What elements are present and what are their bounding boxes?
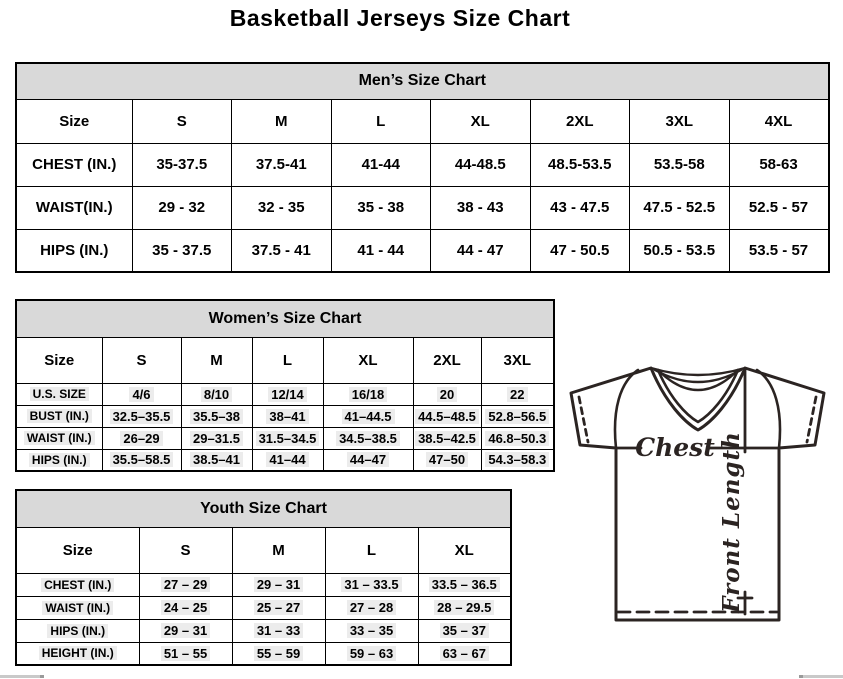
youth-row <box>16 642 511 665</box>
youth-cell-value: 25 – 27 <box>254 600 303 615</box>
womens-cell-value: 31.5–34.5 <box>256 431 320 446</box>
mens-cell-value: 29 - 32 <box>158 199 206 216</box>
mens-cell-value: 53.5 - 57 <box>748 241 809 259</box>
womens-cell-value: 41–44 <box>266 452 308 467</box>
womens-row <box>16 383 554 405</box>
mens-cell-value: 35 - 38 <box>357 199 405 216</box>
mens-cell-value: 41 - 44 <box>357 241 405 259</box>
womens-cell-value: 26–29 <box>120 431 162 446</box>
mens-cell-value: 50.5 - 53.5 <box>643 241 716 259</box>
youth-row <box>16 619 511 642</box>
youth-column-header: M <box>232 527 325 573</box>
mens-cell-value: 47.5 - 52.5 <box>643 199 716 216</box>
mens-cell-value: 53.5-58 <box>653 156 705 173</box>
mens-cell-value: 35-37.5 <box>156 156 208 173</box>
mens-cell-value: 52.5 - 57 <box>748 199 809 216</box>
youth-cell-value: 29 – 31 <box>161 623 210 638</box>
mens-column-header: 4XL <box>729 99 829 143</box>
mens-row-label: WAIST(IN.) <box>35 199 113 216</box>
horizontal-scrollbar-fragment-left[interactable] <box>0 675 44 678</box>
womens-cell-value: 34.5–38.5 <box>336 431 400 446</box>
youth-row-label: WAIST (IN.) <box>42 601 113 615</box>
womens-column-header: S <box>102 337 181 383</box>
womens-column-header: Size <box>16 337 102 383</box>
youth-column-header: Size <box>16 527 139 573</box>
youth-cell-value: 51 – 55 <box>161 646 210 661</box>
mens-cell-value: 43 - 47.5 <box>550 199 610 216</box>
womens-cell-value: 38.5–41 <box>190 452 243 467</box>
youth-cell-value: 63 – 67 <box>440 646 489 661</box>
youth-cell-value: 31 – 33 <box>254 623 303 638</box>
youth-cell-value: 27 – 29 <box>161 577 210 592</box>
front-length-label: Front Length <box>718 431 745 613</box>
youth-row-label: CHEST (IN.) <box>41 578 114 592</box>
youth-table <box>15 489 512 666</box>
mens-column-header: Size <box>16 99 132 143</box>
womens-row <box>16 405 554 427</box>
mens-row-label: CHEST (IN.) <box>32 156 117 173</box>
womens-column-header: M <box>181 337 252 383</box>
youth-cell-value: 29 – 31 <box>254 577 303 592</box>
youth-cell-value: 33 – 35 <box>347 623 396 638</box>
mens-row <box>16 186 829 229</box>
mens-cell-value: 32 - 35 <box>257 199 305 216</box>
mens-column-header: S <box>132 99 232 143</box>
youth-row-label: HEIGHT (IN.) <box>39 646 117 660</box>
womens-cell-value: 47–50 <box>426 452 468 467</box>
womens-column-header: L <box>252 337 323 383</box>
womens-cell-value: 4/6 <box>129 387 153 402</box>
youth-cell-value: 55 – 59 <box>254 646 303 661</box>
womens-row-label: HIPS (IN.) <box>29 453 90 467</box>
mens-cell-value: 35 - 37.5 <box>152 241 212 259</box>
chest-label: Chest <box>635 433 715 462</box>
mens-cell-value: 47 - 50.5 <box>550 241 610 259</box>
womens-cell-value: 8/10 <box>201 387 232 402</box>
mens-column-header: 2XL <box>530 99 630 143</box>
womens-row <box>16 449 554 471</box>
womens-row <box>16 427 554 449</box>
horizontal-scrollbar-fragment-right[interactable] <box>799 675 843 678</box>
womens-cell-value: 12/14 <box>268 387 307 402</box>
mens-cell-value: 44 - 47 <box>456 241 504 259</box>
mens-cell-value: 37.5-41 <box>255 156 307 173</box>
womens-cell-value: 44.5–48.5 <box>415 409 479 424</box>
youth-cell-value: 59 – 63 <box>347 646 396 661</box>
womens-cell-value: 54.3–58.3 <box>485 452 549 467</box>
womens-row-label: WAIST (IN.) <box>24 431 95 445</box>
womens-cell-value: 52.8–56.5 <box>485 409 549 424</box>
womens-column-header: XL <box>323 337 413 383</box>
youth-cell-value: 24 – 25 <box>161 600 210 615</box>
womens-cell-value: 41–44.5 <box>342 409 395 424</box>
mens-cell-value: 58-63 <box>759 156 798 173</box>
jersey-measurement-diagram <box>562 360 838 626</box>
youth-row-label: HIPS (IN.) <box>47 624 108 638</box>
mens-row-label: HIPS (IN.) <box>40 241 109 259</box>
womens-cell-value: 35.5–58.5 <box>110 452 174 467</box>
youth-cell-value: 33.5 – 36.5 <box>429 577 500 592</box>
youth-cell-value: 28 – 29.5 <box>434 600 494 615</box>
jersey-outline-shape <box>571 368 824 620</box>
mens-cell-value: 37.5 - 41 <box>251 241 311 259</box>
mens-cell-value: 44-48.5 <box>454 156 506 173</box>
youth-row <box>16 573 511 596</box>
mens-cell-value: 38 - 43 <box>456 199 504 216</box>
womens-cell-value: 16/18 <box>349 387 388 402</box>
womens-cell-value: 32.5–35.5 <box>110 409 174 424</box>
womens-column-header: 3XL <box>481 337 554 383</box>
womens-cell-value: 35.5–38 <box>190 409 243 424</box>
mens-row <box>16 143 829 186</box>
womens-cell-value: 46.8–50.3 <box>485 431 549 446</box>
womens-section-title: Women’s Size Chart <box>16 300 554 337</box>
womens-cell-value: 29–31.5 <box>190 431 243 446</box>
mens-cell-value: 41-44 <box>361 156 400 173</box>
mens-column-header: 3XL <box>630 99 730 143</box>
mens-column-header: L <box>331 99 431 143</box>
womens-table <box>15 299 555 472</box>
youth-section-title: Youth Size Chart <box>16 490 511 527</box>
womens-cell-value: 20 <box>437 387 457 402</box>
womens-cell-value: 44–47 <box>347 452 389 467</box>
womens-row-label: U.S. SIZE <box>30 387 89 401</box>
womens-cell-value: 22 <box>507 387 527 402</box>
youth-column-header: XL <box>418 527 511 573</box>
youth-cell-value: 31 – 33.5 <box>341 577 401 592</box>
youth-column-header: L <box>325 527 418 573</box>
mens-cell-value: 48.5-53.5 <box>548 156 612 173</box>
mens-table <box>15 62 830 273</box>
page-title: Basketball Jerseys Size Chart <box>229 5 571 31</box>
mens-column-header: XL <box>431 99 531 143</box>
womens-cell-value: 38.5–42.5 <box>415 431 479 446</box>
mens-row <box>16 229 829 272</box>
youth-row <box>16 596 511 619</box>
womens-cell-value: 38–41 <box>266 409 308 424</box>
youth-column-header: S <box>139 527 232 573</box>
mens-column-header: M <box>232 99 332 143</box>
womens-column-header: 2XL <box>413 337 481 383</box>
womens-row-label: BUST (IN.) <box>27 409 92 423</box>
youth-cell-value: 27 – 28 <box>347 600 396 615</box>
youth-cell-value: 35 – 37 <box>440 623 489 638</box>
mens-section-title: Men’s Size Chart <box>16 63 829 99</box>
